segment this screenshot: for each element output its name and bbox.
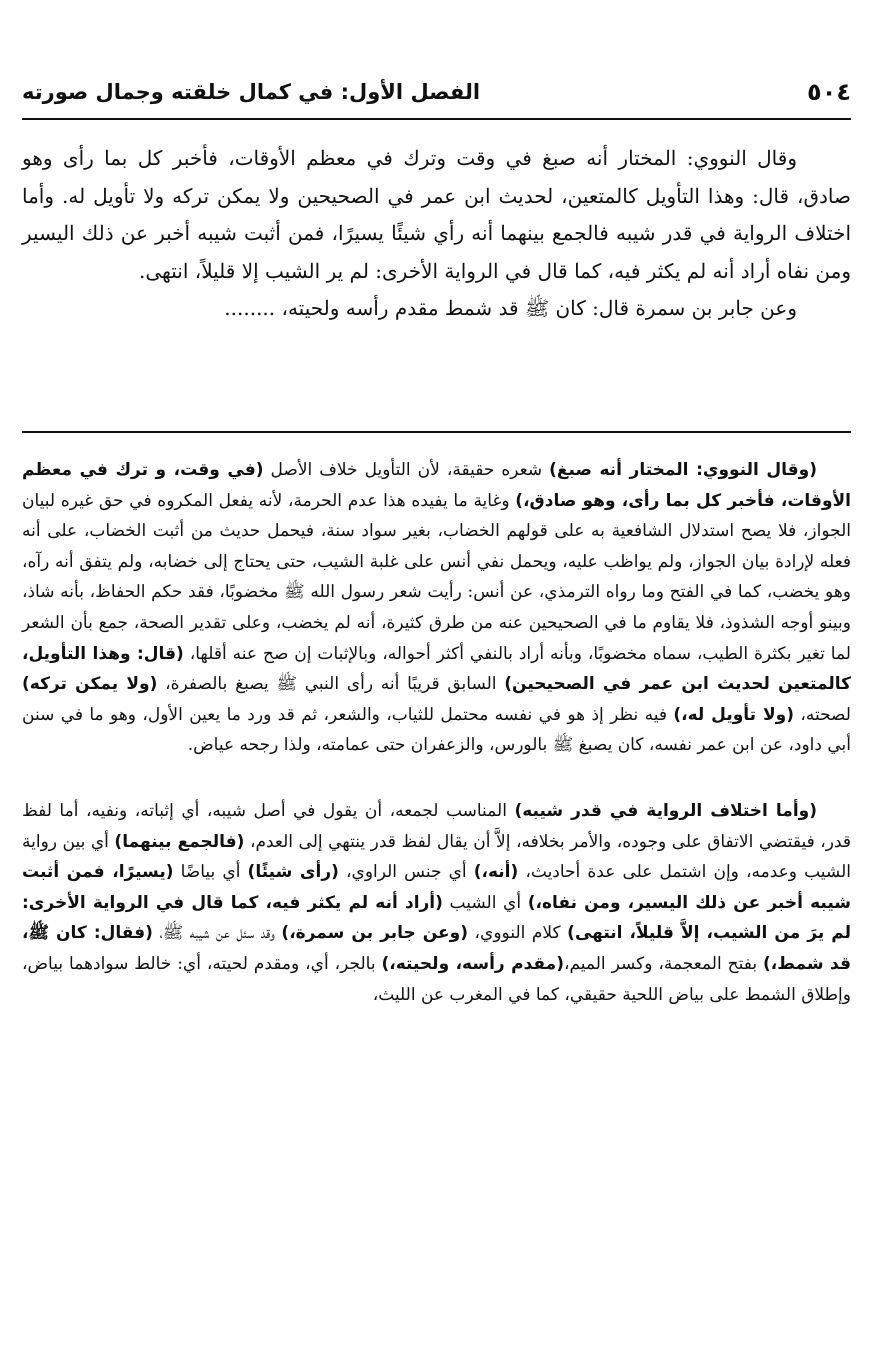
commentary-quoted-text: (ولا يمكن تركه) xyxy=(22,674,158,695)
commentary-quoted-text: (أنه،) xyxy=(473,862,519,883)
commentary-paragraph-2 xyxy=(22,796,851,1010)
commentary-text xyxy=(22,455,851,1010)
commentary-explanation: أي بين رواية الشيب وعدمه، وإن اشتمل على عدة أحاديث، xyxy=(22,831,851,883)
commentary-explanation: بالجر، أي، ومقدم لحيته، أي: خالط سوادهما بياض، وإطلاق الشمط على بياض اللحية حقيقي، كما في المغرب عن الليث، xyxy=(22,953,851,1005)
commentary-quoted-text: (وأما اختلاف الرواية في قدر شيبه) xyxy=(514,800,817,821)
main-paragraph-2: وعن جابر بن سمرة قال: كان ﷺ قد شمط مقدم رأسه ولحيته، ........ xyxy=(224,296,797,321)
commentary-quoted-text: (مقدم رأسه، ولحيته،) xyxy=(381,953,564,974)
commentary-quoted-text: (يسيرًا، فمن أثبت شيبه أخبر عن ذلك اليسير، ومن نفاه،) xyxy=(22,862,851,913)
commentary-quoted-text: (قال: وهذا التأويل، كالمتعين لحديث ابن عمر في الصحيحين) xyxy=(22,643,851,695)
commentary-quoted-text: (وقال النووي: المختار أنه صبغ) xyxy=(549,460,817,480)
header-divider xyxy=(22,118,851,120)
commentary-explanation: المناسب لجمعه، أن يقول في أصل شيبه، أي إثباته، ونفيه، أما لفظ قدر، فيقتضي الاتفاق على وجوده، والأمر بخلافه، إلاَّ أن يقال لفظ قدر ينتهي إلى العدم، xyxy=(22,800,852,852)
commentary-quoted-text: (في وقت، و ترك في معظم الأوقات، فأخبر كل بما رأى، وهو صادق،) xyxy=(22,460,851,511)
commentary-explanation: لصحته، xyxy=(793,704,851,725)
chapter-title: الفصل الأول: في كمال خلقته وجمال صورته xyxy=(22,80,481,104)
commentary-explanation: السابق قريبًا أنه رأى النبي ﷺ يصبغ بالصفرة، xyxy=(157,674,505,695)
commentary-quoted-text: (وعن جابر بن سمرة،) xyxy=(281,923,469,944)
commentary-explanation: أي الشيب xyxy=(442,892,528,913)
commentary-quoted-text: (ولا تأويل له،) xyxy=(673,704,794,725)
commentary-quoted-text: (فالجمع بينهما) xyxy=(114,831,245,852)
main-paragraph-1: وقال النووي: المختار أنه صبغ في وقت وترك في معظم الأوقات، فأخبر كل بما رأى وهو صادق، قال: وهذا التأويل كالمتعين، لحديث ابن عمر في الصحيحين ولا يمكن تركه ولا تأويل له. وأما اختلاف الرواية في قدر شيبه فالجمع بينهما أنه رأي شيئًا يسيرًا، فمن أثبت شيبه أخبر عن ذلك اليسير ومن نفاه أراد أنه لم يكثر فيه، كما قال في الرواية الأخرى: لم ير الشيب إلا قليلاً، انتهى. xyxy=(22,146,851,283)
commentary-quoted-text: (أراد أنه لم يكثر فيه، كما قال في الرواية الأخرى: لم يرَ من الشيب، إلاَّ قليلاً، انتهى) xyxy=(22,892,851,944)
commentary-explanation: وقد سئل عن شيبه ﷺ، xyxy=(152,923,282,944)
commentary-quoted-text: (رأى شيئًا) xyxy=(247,862,339,883)
commentary-explanation: كلام النووي، xyxy=(468,923,568,944)
commentary-explanation: بفتح المعجمة، وكسر الميم، xyxy=(563,953,764,974)
main-text xyxy=(22,140,851,328)
commentary-explanation: أي جنس الراوي، xyxy=(338,862,474,883)
commentary-explanation: أي بياضًا xyxy=(173,862,248,883)
commentary-divider xyxy=(22,431,851,433)
commentary-explanation: وغاية ما يفيده هذا عدم الحرمة، لأنه يفعل المكروه في حق غيره لبيان الجواز، فلا يصح استدلال الشافعية به على قولهم الخضاب، بغير سواد سنة، فيحمل حديث من أثبت الخضاب، على أنه فعله لإرادة بيان الجواز، ولم يواظب عليه، ويحمل نفي أنس على غلبة الشيب، حتى يحتاج إلى خضابه، ولم يتفق أنه رآه، وهو يخضب، كما في الفتح وما رواه الترمذي، عن أنس: رأيت شعر رسول الله ﷺ مخضوبًا، فقد حكم الحفاظ، بأنه شاذ، وبينو أوجه الشذوذ، فلا يقاوم ما في الصحيحين عنه من طرق كثيرة، أنه لم يخضب، وعلى تقدير الصحة، جمع بأن الشعر لما تغير بكثرة الطيب، سماه مخضوبًا، وبأنه أراد بالنفي أكثر أحواله، وبالإثبات إن صح عنه أقلها، xyxy=(22,490,851,664)
commentary-quoted-text: (فقال: كان ﷺ، قد شمط،) xyxy=(22,923,851,974)
page-number: ٥٠٤ xyxy=(807,78,851,106)
commentary-explanation: شعره حقيقة، لأن التأويل خلاف الأصل xyxy=(263,460,550,480)
commentary-paragraph-1 xyxy=(22,455,851,761)
page-header xyxy=(22,72,851,112)
commentary-explanation: فيه نظر إذ هو في نفسه محتمل للثياب، والشعر، ثم قد ورد ما يعين الأول، وهو ما في سنن أبي داود، عن ابن عمر نفسه، كان يصبغ ﷺ بالورس، والزعفران حتى عمامته، ولذا رجحه عياض. xyxy=(22,704,851,756)
